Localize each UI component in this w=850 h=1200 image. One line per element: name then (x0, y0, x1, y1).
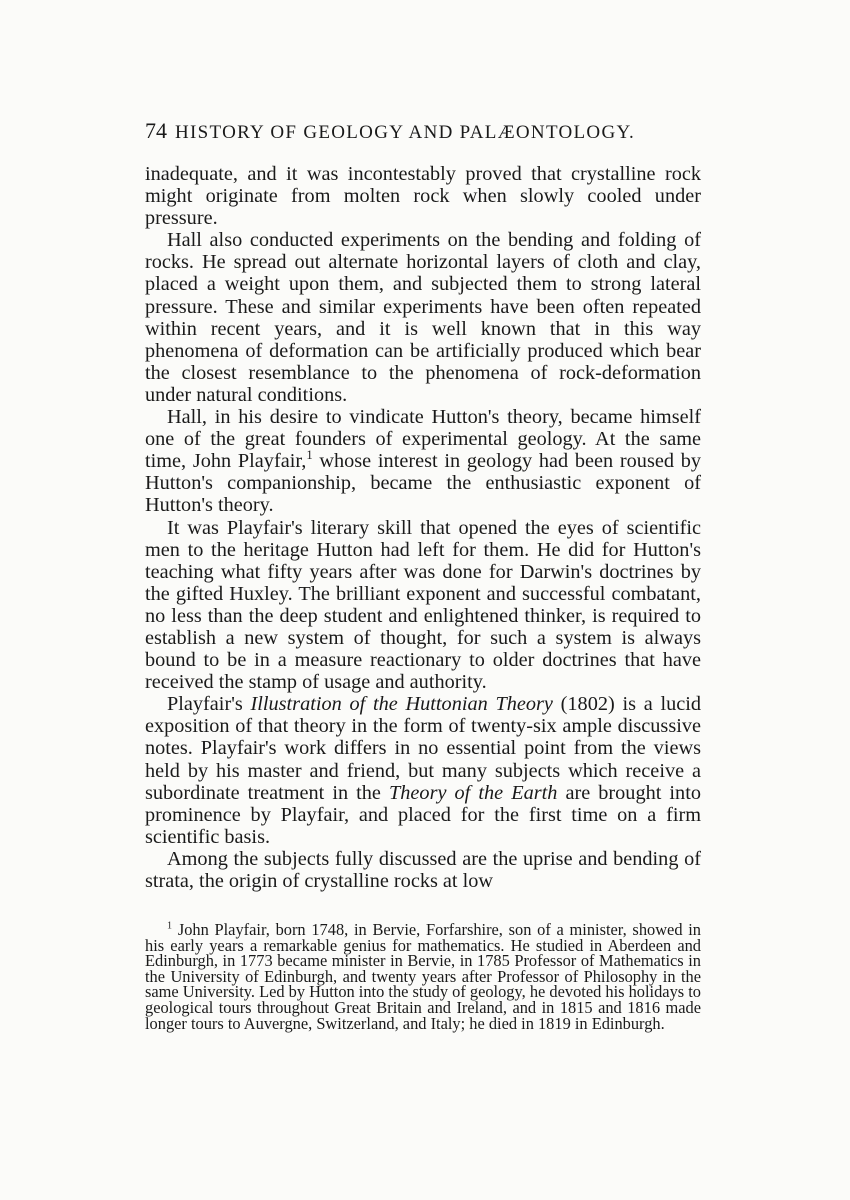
paragraph-4: It was Playfair's literary skill that opened the eyes of scientific men to the heritage Hutton had left for them. He did for Hutton's teaching what fifty years after was done for Darwin's doctrines by the gifted Huxley. The brilliant exponent and successful combatant, no less than the deep student and enlightened thinker, is required to establish a new system of thought, for such a system is always bound to be in a measure reactionary to older doctrines that have received the stamp of usage and authority. (145, 516, 701, 694)
paragraph-5-text-b: (1802) is a lucid exposition of that theory in the form of twenty-six ample discussive notes. Playfair's work differs in no essential point from the views held by his master and friend, but many subjects which receive a subordinate treatment in the (145, 693, 701, 804)
paragraph-6: Among the subjects fully discussed are the uprise and bending of strata, the origin of crystalline rocks at low (145, 847, 701, 892)
book-title-theory: Theory of the Earth (389, 781, 558, 804)
footnote-marker: 1 (167, 920, 173, 932)
paragraph-5 (145, 693, 701, 848)
book-title-illustration: Illustration of the Huttonian Theory (250, 693, 553, 716)
paragraph-3-text-b: whose interest in geology had been roused by Hutton's companionship, became the enthusiastic exponent of Hutton's theory. (145, 450, 701, 517)
paragraph-3-text-a: Hall, in his desire to vindicate Hutton's theory, became himself one of the great founders of experimental geology. At the same time, John Playfair, (145, 406, 701, 473)
footnote-1 (145, 922, 701, 1031)
footnotes (145, 922, 701, 1031)
page-header (145, 118, 705, 144)
page-number: 74 (145, 118, 167, 143)
paragraph-2: Hall also conducted experiments on the bending and folding of rocks. He spread out alternate horizontal layers of cloth and clay, placed a weight upon them, and subjected them to strong lateral pressure. These and similar experiments have been often repeated within recent years, and it is well known that in this way phenomena of deformation can be artificially produced which bear the closest resemblance to the phenomena of rock-deformation under natural conditions. (145, 229, 701, 406)
paragraph-5-text-a: Playfair's (167, 693, 251, 716)
paragraph-3 (145, 406, 701, 516)
running-title: HISTORY OF GEOLOGY AND PALÆONTOLOGY. (175, 122, 636, 143)
footnote-text: John Playfair, born 1748, in Bervie, Forfarshire, son of a minister, showed in his early years a remarkable genius for mathematics. He studied in Aberdeen and Edinburgh, in 1773 became minister in Bervie, in 1785 Professor of Mathematics in the University of Edinburgh, and twenty years after Professor of Philosophy in the same University. Led by Hutton into the study of geology, he devoted his holidays to geological tours throughout Great Britain and Ireland, and in 1815 and 1816 made longer tours to Auvergne, Switzerland, and Italy; he died in 1819 in Edinburgh. (145, 920, 701, 1033)
body-text (145, 163, 701, 892)
paragraph-5-text-c: are brought into prominence by Playfair, and placed for the first time on a firm scientific basis. (145, 781, 701, 848)
paragraph-1: inadequate, and it was incontestably proved that crystalline rock might originate from molten rock when slowly cooled under pressure. (145, 163, 701, 230)
footnote-reference: 1 (306, 448, 313, 463)
